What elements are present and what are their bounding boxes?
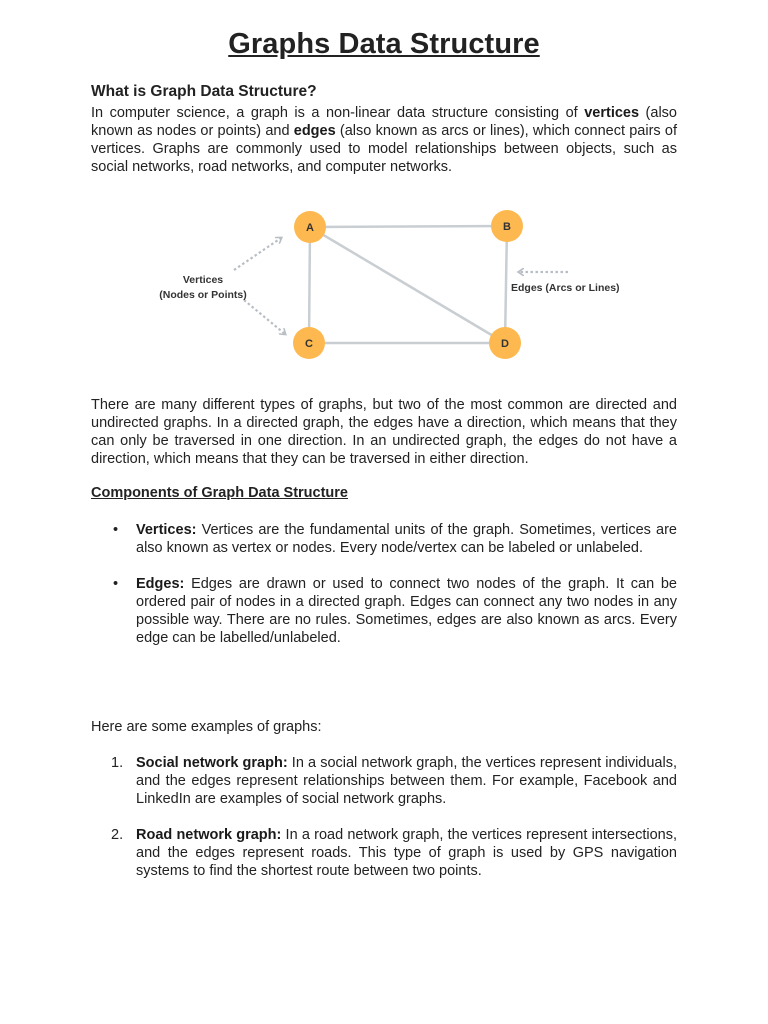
node-b-label: B — [503, 221, 511, 233]
node-d-label: D — [501, 338, 509, 350]
vertices-arrow-down — [244, 300, 285, 334]
list-item-text: In a road network graph, the vertices represent intersections, and the edges represent roads. This type of graph is used by GPS navigation systems to find the shortest route between two points. — [136, 827, 678, 879]
intro-text-end: (also known as arcs or lines), which connect pairs of vertices. Graphs are commonly used to model relationships between objects, such as social networks, road networks, and computer networks. — [91, 123, 677, 175]
list-item — [91, 575, 677, 647]
graph-types-paragraph: There are many different types of graphs, but two of the most common are directed and undirected graphs. In a directed graph, the edges have a direction, which means that they can only be traversed in one direction. In an undirected graph, the edges do not have a direction, which means that they can be traversed in either direction. — [91, 397, 677, 467]
list-item-term: Edges: — [136, 576, 185, 592]
vertices-label-sub: (Nodes or Points) — [159, 289, 247, 301]
page-title: Graphs Data Structure — [228, 28, 540, 60]
section-heading-what-is-graph: What is Graph Data Structure? — [91, 83, 317, 100]
list-item — [91, 521, 677, 557]
list-number: 1. — [111, 755, 124, 771]
graph-diagram — [140, 200, 640, 370]
edge-a-b — [310, 226, 507, 227]
list-item-text: Vertices are the fundamental units of the graph. Sometimes, vertices are also known as vertex or nodes. Every node/vertex can be labeled or unlabeled. — [136, 522, 677, 556]
intro-paragraph — [91, 104, 677, 176]
bullet-marker: • — [113, 522, 119, 538]
intro-text-mid: (also known as nodes or points) and — [91, 105, 677, 139]
edge-a-d — [310, 227, 505, 343]
list-item-term: Vertices: — [136, 522, 197, 538]
examples-list — [91, 754, 677, 898]
list-item-text: Edges are drawn or used to connect two nodes of the graph. It can be ordered pair of nodes in a directed graph. Edges can connect any two nodes in any possible way. There are no rules. Sometimes, edges are also known as arcs. Every edge can be labelled/unlabeled. — [136, 576, 677, 646]
components-heading: Components of Graph Data Structure — [91, 485, 348, 501]
edges-label: Edges (Arcs or Lines) — [511, 282, 620, 294]
examples-intro: Here are some examples of graphs: — [91, 719, 322, 735]
bullet-marker: • — [113, 576, 119, 592]
edges-term: edges — [293, 123, 336, 139]
list-item-term: Road network graph: — [136, 827, 282, 843]
node-c-label: C — [305, 338, 313, 350]
vertices-arrow-up — [234, 238, 281, 270]
intro-text-start: In computer science, a graph is a non-linear data structure consisting of — [91, 105, 585, 121]
components-list — [91, 521, 677, 665]
node-a-label: A — [306, 222, 314, 234]
list-item-term: Social network graph: — [136, 755, 288, 771]
list-item — [91, 826, 677, 880]
vertices-term: vertices — [584, 105, 640, 121]
list-item — [91, 754, 677, 808]
list-item-text: In a social network graph, the vertices represent individuals, and the edges represent relationships between them. For example, Facebook and LinkedIn are examples of social network graphs. — [136, 755, 677, 807]
vertices-label: Vertices — [182, 274, 224, 286]
list-number: 2. — [111, 827, 124, 843]
edge-b-d — [505, 226, 507, 343]
edge-a-c — [309, 227, 310, 343]
